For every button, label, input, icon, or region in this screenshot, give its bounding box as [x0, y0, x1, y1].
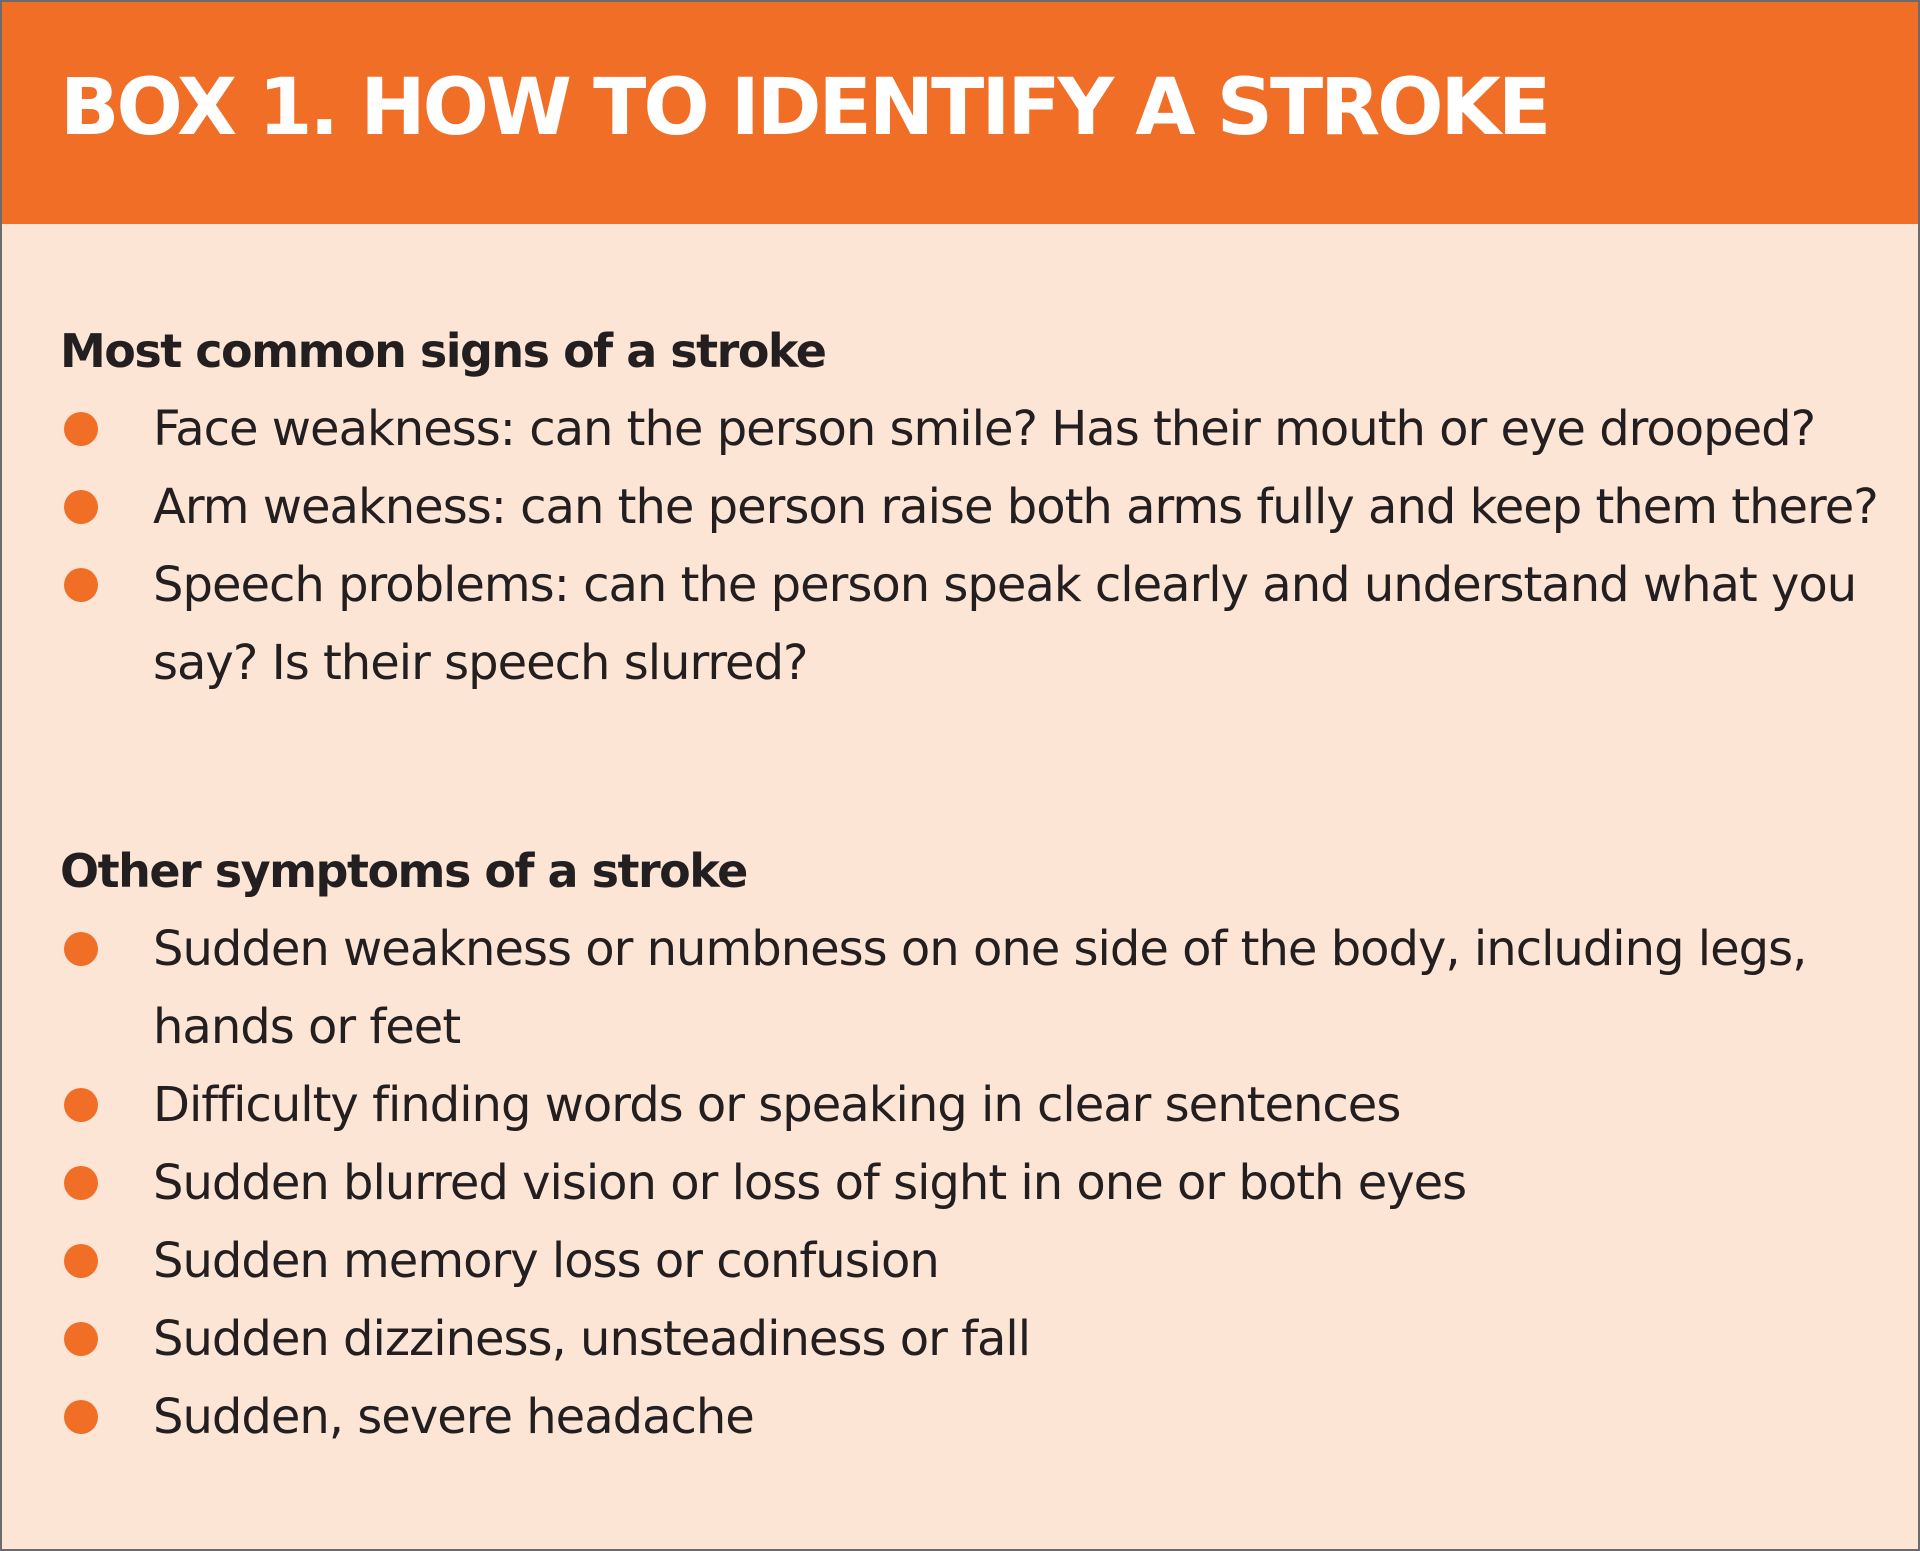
section-heading: Most common signs of a stroke — [60, 324, 826, 378]
bullet-dot-icon — [64, 932, 98, 966]
list-item — [60, 1300, 1878, 1378]
list-item — [60, 1378, 1878, 1456]
list-item-text: Speech problems: can the person speak clearly and understand what you say? Is their speech slurred? — [153, 557, 1857, 691]
list-item — [60, 468, 1878, 546]
list-item — [60, 910, 1878, 1066]
bullet-dot-icon — [64, 568, 98, 602]
list-item — [60, 546, 1878, 702]
list-item — [60, 1144, 1878, 1222]
list-item — [60, 390, 1878, 468]
list-item-text: Sudden memory loss or confusion — [153, 1233, 939, 1289]
box-header — [2, 2, 1918, 224]
list-item-text: Arm weakness: can the person raise both arms fully and keep them there? — [153, 479, 1878, 535]
list-item-text: Face weakness: can the person smile? Has their mouth or eye drooped? — [153, 401, 1816, 457]
section-heading: Other symptoms of a stroke — [60, 844, 747, 898]
list-item — [60, 1066, 1878, 1144]
box-title: BOX 1. HOW TO IDENTIFY A STROKE — [60, 63, 1549, 153]
list-item-text: Difficulty finding words or speaking in clear sentences — [153, 1077, 1401, 1133]
bullet-dot-icon — [64, 1322, 98, 1356]
bullet-dot-icon — [64, 1400, 98, 1434]
bullet-dot-icon — [64, 1244, 98, 1278]
list-item-text: Sudden dizziness, unsteadiness or fall — [153, 1311, 1031, 1367]
list-item — [60, 1222, 1878, 1300]
bullet-dot-icon — [64, 1088, 98, 1122]
signs-list — [60, 390, 1878, 702]
list-item-text: Sudden blurred vision or loss of sight in one or both eyes — [153, 1155, 1467, 1211]
section-other-symptoms — [60, 832, 1878, 1456]
bullet-dot-icon — [64, 412, 98, 446]
bullet-dot-icon — [64, 490, 98, 524]
symptoms-list — [60, 910, 1878, 1456]
section-common-signs — [60, 312, 1878, 702]
list-item-text: Sudden, severe headache — [153, 1389, 754, 1445]
bullet-dot-icon — [64, 1166, 98, 1200]
list-item-text: Sudden weakness or numbness on one side of the body, including legs, hands or feet — [153, 921, 1807, 1055]
